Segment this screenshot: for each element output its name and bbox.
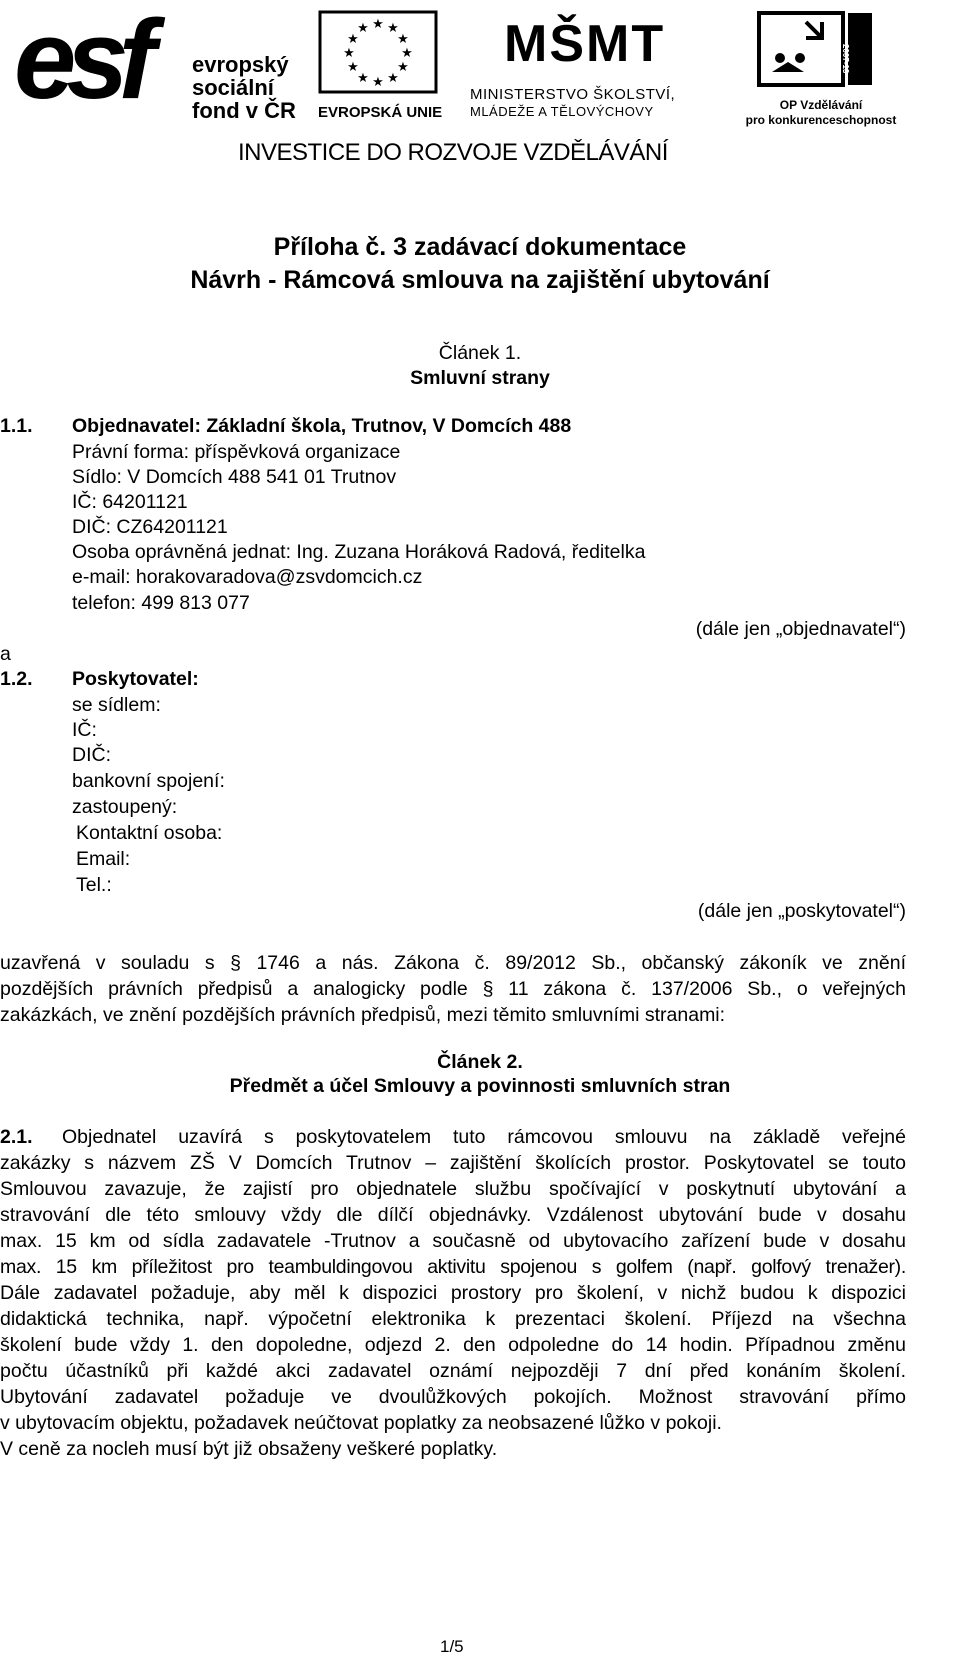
clause-2-1-line-7: Dále zadavatel požaduje, aby měl k dispozici prostory pro školení, v nichž budou k dispozici [0,1282,906,1304]
esf-mark: esf [14,0,146,120]
esf-line-2: sociální [192,75,274,100]
provider-phone: Tel.: [76,874,112,896]
concluded-line-2: pozdějších právních předpisů a analogicky podle § 11 zákona č. 137/2006 Sb., o veřejných [0,978,906,1000]
concluded-line-1: uzavřená v souladu s § 1746 a nás. Zákona č. 89/2012 Sb., občanský zákoník ve znění [0,952,906,974]
op-years: 2007-13 [841,44,850,74]
svg-text:★: ★ [372,75,384,90]
provider-contact-person: Kontaktní osoba: [76,822,223,844]
clause-1-1-title: Objednavatel: Základní škola, Trutnov, V Domcích 488 [72,415,572,437]
concluded-line-3: zakázkách, ve znění pozdějších právních předpisů, mezi těmito smluvními stranami: [0,1004,726,1026]
msmt-line-1: MINISTERSTVO ŠKOLSTVÍ, [470,86,676,103]
article-1-heading: Článek 1. [438,342,522,364]
and-connector: a [0,643,11,665]
client-address: Sídlo: V Domcích 488 541 01 Trutnov [72,466,397,488]
eu-label: EVROPSKÁ UNIE [318,104,443,121]
svg-text:★: ★ [401,46,413,61]
article-2-subheading: Předmět a účel Smlouvy a povinnosti smluvních stran [229,1075,731,1097]
clause-1-1-number: 1.1. [0,415,33,437]
investment-banner: INVESTICE DO ROZVOJE VZDĚLÁVÁNÍ [238,139,668,166]
eu-flag-icon [318,10,438,94]
svg-text:★: ★ [397,32,409,47]
provider-seat: se sídlem: [72,694,161,716]
clause-1-2-number: 1.2. [0,668,33,690]
client-email: e-mail: horakovaradova@zsvdomcich.cz [72,566,423,588]
client-phone: telefon: 499 813 077 [72,592,250,614]
svg-text:★: ★ [387,71,399,86]
clause-2-1-line-11: Ubytování zadavatel požaduje ve dvoulůžkových pokojích. Možnost stravování přímo [0,1386,906,1408]
provider-note: (dále jen „poskytovatel“) [697,900,906,922]
provider-bank: bankovní spojení: [72,770,225,792]
esf-logo [14,0,304,126]
clause-2-1-line-3: Smlouvou zavazuje, že zajistí pro objednatele službu spočívající v poskytnutí ubytování a [0,1178,906,1200]
page-number: 1/5 [440,1637,464,1656]
clause-2-1-line-6: max. 15 km příležitost pro teambuldingovou aktivitu spojenou s golfem (např. golfový trenažer). [0,1256,906,1278]
document-subtitle: Návrh - Rámcová smlouva na zajištění ubytování [190,266,770,294]
clause-2-1-line-2: zakázky s názvem ZŠ V Domcích Trutnov – zajištění školících prostor. Poskytovatel se touto [0,1152,906,1174]
clause-2-1-line-12: v ubytovacím objektu, požadavek neúčtovat poplatky za neobsazené lůžko v pokoji. [0,1412,722,1434]
article-1-subheading: Smluvní strany [410,367,550,389]
clause-1-2-title: Poskytovatel: [72,668,199,690]
provider-represented: zastoupený: [72,796,178,818]
svg-text:★: ★ [387,21,399,36]
eu-logo [318,10,443,121]
op-line-2: pro konkurenceschopnost [745,113,897,127]
op-line-1: OP Vzdělávání [779,98,863,112]
client-legal-form: Právní forma: příspěvková organizace [72,441,401,463]
svg-text:★: ★ [347,32,359,47]
op-logo [736,10,906,125]
svg-text:★: ★ [357,71,369,86]
client-note: (dále jen „objednavatel“) [695,618,906,640]
clause-2-1-line-4: stravování dle této smlouvy vždy dle dílčí objednávky. Vzdálenost ubytování bude v dosahu [0,1204,906,1226]
clause-2-1-line-13: V ceně za nocleh musí být již obsaženy veškeré poplatky. [0,1438,498,1460]
clause-2-1-line-9: školení bude vždy 1. den dopoledne, odjezd 2. den odpoledne do 14 hodin. Případnou změnu [0,1334,906,1356]
clause-2-1-line-10: počtu účastníků při každé akci zadavatel oznámí nejpozději 7 dní před konáním školení. [0,1360,906,1382]
msmt-line-2: MLÁDEŽE A TĚLOVÝCHOVY [470,104,654,119]
client-authorized-person: Osoba oprávněná jednat: Ing. Zuzana Horáková Radová, ředitelka [72,541,646,563]
clause-2-1-number: 2.1. [0,1126,33,1148]
esf-line-3: fond v ČR [192,98,296,123]
provider-email: Email: [76,848,131,870]
msmt-mark: MŠMT [504,15,666,73]
clause-2-1-line-5: max. 15 km od sídla zadavatele -Trutnov a současně od ubytovacího zařízení bude v dosahu [0,1230,906,1252]
clause-2-1-line-8: didaktická technika, např. výpočetní elektronika k prezentaci školení. Příjezd na všechna [0,1308,906,1330]
provider-dic: DIČ: [72,744,111,766]
svg-text:★: ★ [347,60,359,75]
provider-ic: IČ: [72,719,97,741]
clause-2-1-line-1: Objednatel uzavírá s poskytovatelem tuto rámcovou smlouvu na základě veřejné [62,1126,906,1148]
article-2-heading: Článek 2. [437,1051,523,1073]
client-dic: DIČ: CZ64201121 [72,516,228,538]
svg-text:★: ★ [357,21,369,36]
op-emblem-icon [756,10,876,94]
esf-line-1: evropský [192,52,289,77]
svg-text:★: ★ [397,60,409,75]
client-ic: IČ: 64201121 [72,491,188,513]
msmt-logo [470,4,720,122]
svg-text:★: ★ [372,17,384,32]
svg-text:★: ★ [343,46,355,61]
document-title: Příloha č. 3 zadávací dokumentace [273,233,687,261]
